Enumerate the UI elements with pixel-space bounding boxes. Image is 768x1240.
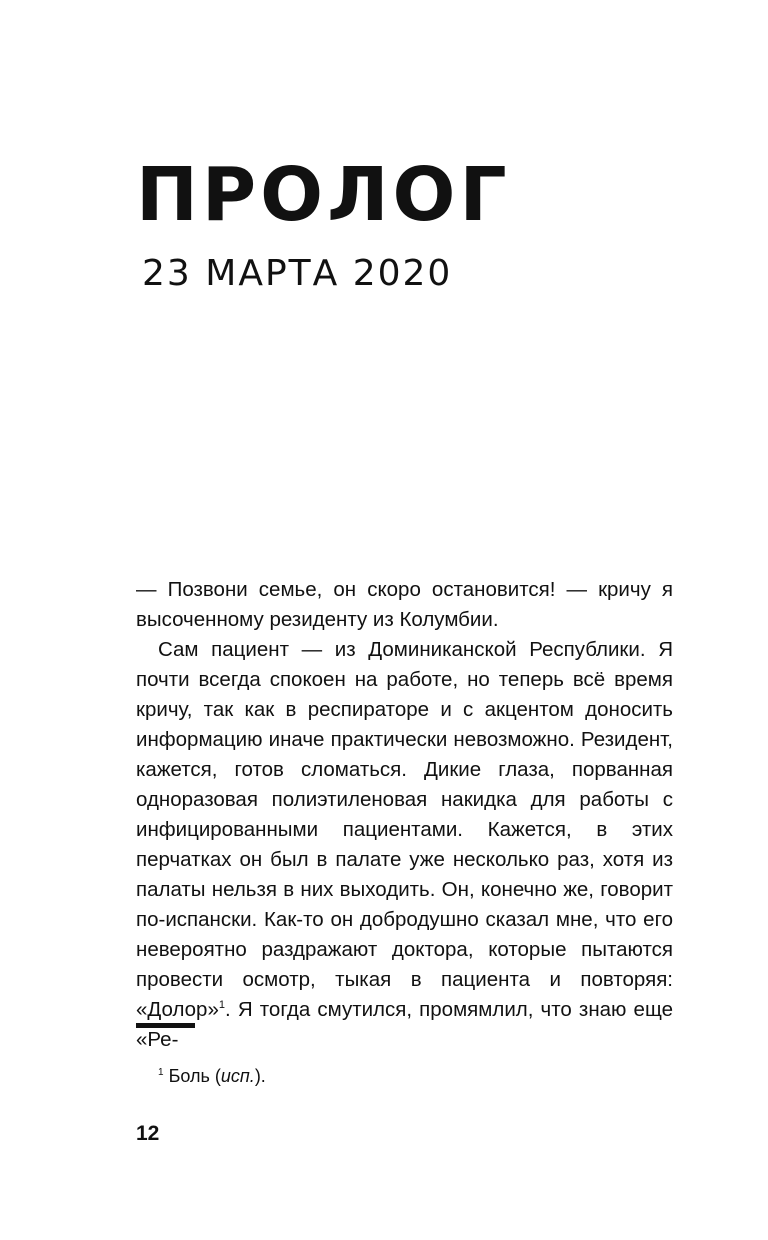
paragraph-text: Сам пациент — из Доминиканской Республики. Я почти всегда спокоен на работе, но теперь всё время кричу, так как в респираторе и с акцентом доносить информацию иначе практически невозможно. Резидент, кажется, готов сломаться. Дикие глаза, порванная одноразовая полиэтиленовая накидка для работы с инфицированными пациентами. Кажется, в этих перчатках он был в палате уже несколько раз, хотя из палаты нельзя в них выходить. Он, конечно же, говорит по-испански. Как-то он добродушно сказал мне, что его невероятно раздражают доктора, которые пытаются провести осмотр, тыкая в пациента и повторяя: «Долор» [136,638,673,1021]
footnote-ref: 1 [218,999,225,1012]
footnote-text-end: ). [254,1066,266,1086]
footnote-marker: 1 [158,1067,164,1078]
chapter-date: 23 МАРТА 2020 [142,253,453,294]
footnote [158,1064,266,1088]
chapter-title: ПРОЛОГ [136,152,511,238]
paragraph-dialogue: — Позвони семье, он скоро остановится! — кричу я высоченному резиденту из Колумбии. [136,578,673,631]
footnote-italic: исп. [220,1066,255,1086]
footnote-divider [136,1023,195,1028]
paragraph-narrative [136,635,673,1055]
page-number: 12 [136,1122,160,1145]
footnote-text: Боль ( [168,1066,221,1086]
body-text [136,575,673,1055]
paragraph-text-end: . Я тогда смутился, промямлил, что знаю еще «Ре- [136,998,673,1051]
